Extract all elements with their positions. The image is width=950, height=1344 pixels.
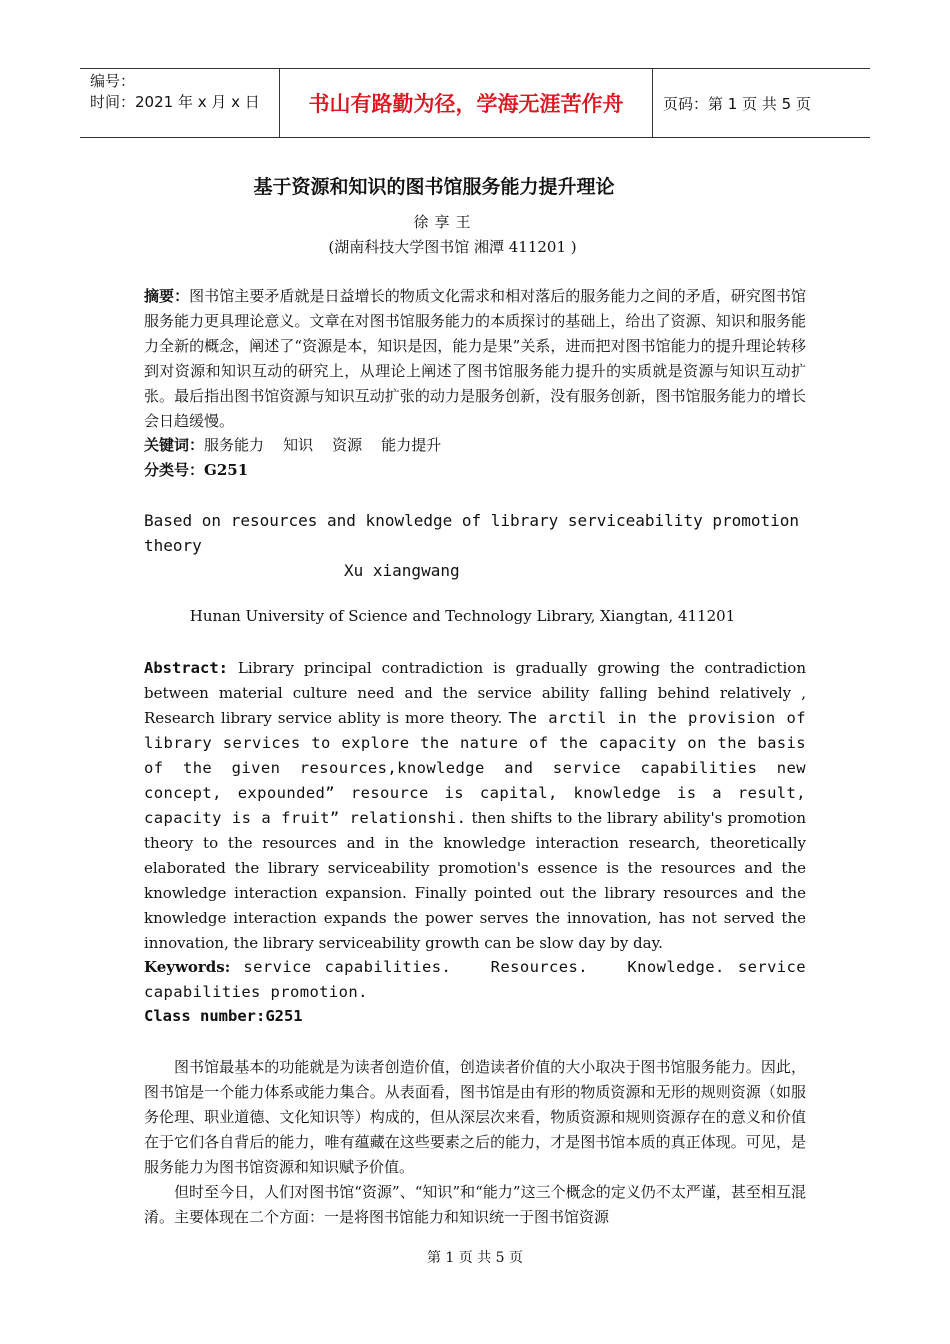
- keywords-en: [144, 955, 816, 1005]
- class-en-line: Class number:G251: [144, 1007, 303, 1025]
- abstract-zh: [144, 284, 806, 434]
- english-title: Based on resources and knowledge of library serviceability promotion theory: [144, 511, 800, 555]
- motto: 书山有路勤为径，学海无涯苦作舟: [308, 92, 624, 116]
- header-table: [80, 68, 870, 138]
- abstract-en: [144, 656, 806, 956]
- number-label: 编号：: [90, 72, 136, 90]
- keywords-en-label: Keywords:: [144, 958, 231, 976]
- page-label: 页码：第 1 页 共 5 页: [663, 94, 811, 113]
- paper-author: 徐享王: [413, 213, 477, 231]
- abstract-en-part1: Library principal contradiction is gradually growing the contradiction between material culture need and the service ability falling behind relatively , Research library service ablity is more theory.: [144, 659, 806, 727]
- abstract-en-part2: The arctil in the provision of library services to explore the nature of the capacity on the basis of the given resources,knowledge and service capabilities new concept, expounded” resource is capital, knowledge is a result, capacity is a fruit” relationshi.: [144, 709, 806, 827]
- class-en: [144, 1004, 806, 1029]
- english-author: Xu xiangwang: [344, 561, 460, 580]
- english-affiliation: Hunan University of Science and Technology Library, Xiangtan, 411201: [189, 607, 736, 625]
- header-page-cell: [653, 69, 870, 137]
- abstract-en-part3: then shifts to the library ability's promotion theory to the resources and in the knowledge interaction research, theoretically elaborated the library serviceability promotion's essence is the resources and the knowledge interaction expansion. Finally pointed out the library resources and the knowledge interaction expands the power serves the innovation, has not served the innovation, the library serviceability growth can be slow day by day.: [144, 809, 806, 952]
- body-paragraph-1: 图书馆最基本的功能就是为读者创造价值，创造读者价值的大小取决于图书馆服务能力。因此，图书馆是一个能力体系或能力集合。从表面看，图书馆是由有形的物质资源和无形的规则资源（如服务伦理、职业道德、文化知识等）构成的，但从深层次来看，物质资源和规则资源存在的意义和价值在于它们各自背后的能力，唯有蕴藏在这些要素之后的能力，才是图书馆本质的真正体现。可见，是服务能力为图书馆资源和知识赋予价值。: [144, 1058, 806, 1176]
- class-zh-label: 分类号：: [144, 461, 205, 479]
- time-label: 时间：2021 年 x 月 x 日: [90, 93, 260, 111]
- header-meta-cell: [80, 69, 280, 137]
- keywords-en-text: service capabilities. Resources. Knowledge. service capabilities promotion.: [144, 958, 816, 1001]
- header-motto-cell: [280, 69, 653, 137]
- body-paragraph-2: 但时至今日，人们对图书馆“资源”、“知识”和“能力”这三个概念的定义仍不太严谨，甚至相互混淆。主要体现在二个方面：一是将图书馆能力和知识统一于图书馆资源: [144, 1183, 806, 1226]
- class-zh: [144, 458, 806, 483]
- keywords-zh-text: 服务能力 知识 资源 能力提升: [204, 436, 442, 454]
- keywords-zh-label: 关键词：: [144, 436, 205, 454]
- abstract-zh-text: 图书馆主要矛盾就是日益增长的物质文化需求和相对落后的服务能力之间的矛盾，研究图书馆服务能力更具理论意义。文章在对图书馆服务能力的本质探讨的基础上，给出了资源、知识和服务能力全新的概念，阐述了“资源是本，知识是因，能力是果”关系，进而把对图书馆能力的提升理论转移到对资源和知识互动的研究上，从理论上阐述了图书馆服务能力提升的实质就是资源与知识互动扩张。最后指出图书馆资源与知识互动扩张的动力是服务创新，没有服务创新，图书馆服务能力的增长会日趋缓慢。: [144, 287, 806, 430]
- class-zh-value: G251: [204, 461, 249, 479]
- abstract-en-label: Abstract:: [144, 659, 228, 677]
- paper-affiliation: (湖南科技大学图书馆 湘潭 411201 ): [328, 238, 577, 256]
- keywords-zh: [144, 433, 806, 458]
- page-footer: 第 1 页 共 5 页: [426, 1250, 524, 1266]
- paper-title: 基于资源和知识的图书馆服务能力提升理论: [253, 176, 615, 198]
- abstract-zh-label: 摘要：: [144, 287, 190, 305]
